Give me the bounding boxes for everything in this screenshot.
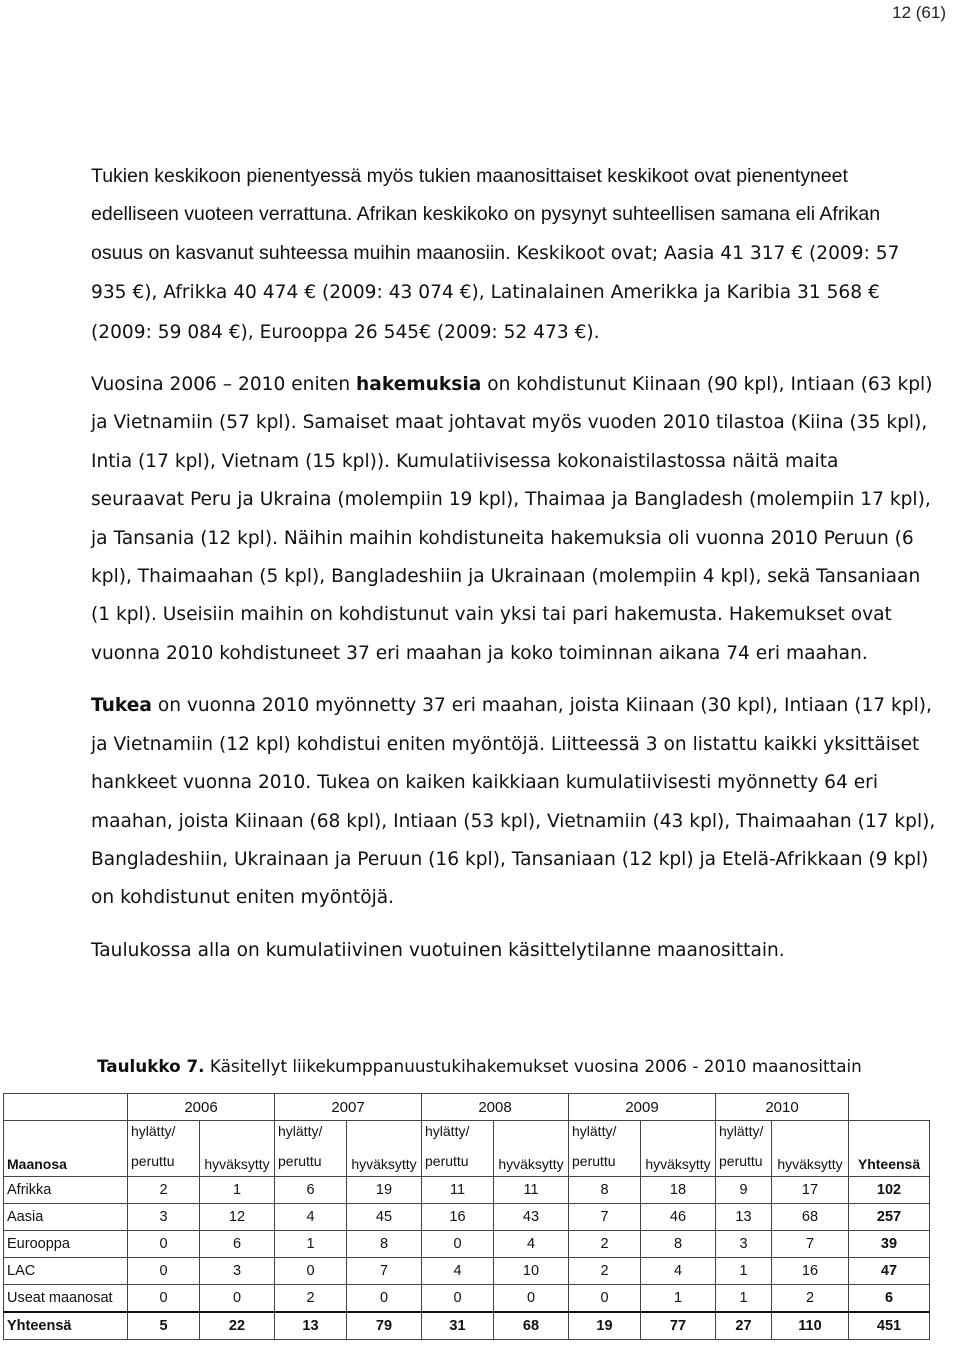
table-cell: 10: [494, 1258, 569, 1285]
rejected-header: [422, 1121, 494, 1177]
table-cell: 16: [772, 1258, 849, 1285]
row-total: 47: [849, 1258, 930, 1285]
table-cell: 19: [347, 1177, 422, 1204]
table-cell: 7: [569, 1204, 641, 1231]
table-caption-text: Käsitellyt liikekumppanuustukihakemukset vuosina 2006 - 2010 maanosittain: [204, 1056, 862, 1076]
table-row: [4, 1204, 930, 1231]
table-cell: 0: [422, 1231, 494, 1258]
table-cell: 7: [772, 1231, 849, 1258]
row-total: 39: [849, 1231, 930, 1258]
table-cell: 9: [716, 1177, 772, 1204]
data-table: [3, 1093, 930, 1340]
total-row: [4, 1312, 930, 1340]
table-cell: 8: [569, 1177, 641, 1204]
table-cell: 2: [128, 1177, 200, 1204]
table-cell: 8: [347, 1231, 422, 1258]
table-cell: 4: [275, 1204, 347, 1231]
paragraph-1-continuation: Keskikoot ovat; Aasia 41 317 € (2009: 57 935 €), Afrikka 40 474 € (2009: 43 074 €), Latinalainen Amerikka ja Karibia 31 568 € (2009: 59 084 €), Eurooppa 26 545€ (2009: 52 473 €).: [91, 242, 900, 343]
table-cell: 7: [347, 1258, 422, 1285]
approved-header: hyväksytty: [200, 1121, 275, 1177]
rejected-header-line2: peruttu: [572, 1153, 616, 1169]
table-row: [4, 1231, 930, 1258]
table-cell: 45: [347, 1204, 422, 1231]
table-cell: 1: [716, 1258, 772, 1285]
row-label: LAC: [4, 1258, 128, 1285]
rejected-header-line1: hylätty/: [131, 1123, 176, 1139]
rejected-header-line2: peruttu: [131, 1153, 175, 1169]
row-label: Aasia: [4, 1204, 128, 1231]
table-row: [4, 1177, 930, 1204]
table-cell: 4: [422, 1258, 494, 1285]
table-cell: 2: [569, 1231, 641, 1258]
rejected-header-line2: peruttu: [719, 1153, 763, 1169]
table-cell: 6: [200, 1231, 275, 1258]
table-cell: 2: [275, 1285, 347, 1313]
region-header: Maanosa: [4, 1121, 128, 1177]
table-cell: 46: [641, 1204, 716, 1231]
paragraph-2: [91, 366, 936, 673]
table-cell: 17: [772, 1177, 849, 1204]
row-total: 451: [849, 1312, 930, 1340]
rejected-header: [569, 1121, 641, 1177]
table-cell: 0: [128, 1258, 200, 1285]
table-cell: 3: [200, 1258, 275, 1285]
table-cell: 0: [128, 1231, 200, 1258]
table-cell: 12: [200, 1204, 275, 1231]
table-cell: 1: [275, 1231, 347, 1258]
rejected-header-line1: hylätty/: [425, 1123, 470, 1139]
paragraph-1-text: Tukien keskikoon pienentyessä myös tukien maanosittaiset keskikoot ovat pienentyneet edelliseen vuoteen verrattuna. Afrikan keskikoko on pysynyt suhteellisen samana eli Afrikan osuus on kasvanut suhteessa muihin maanosiin.: [91, 165, 881, 264]
table-cell: 3: [716, 1231, 772, 1258]
table-caption: [97, 1056, 862, 1076]
year-header: 2007: [275, 1094, 422, 1121]
year-header: 2009: [569, 1094, 716, 1121]
table-cell: 3: [128, 1204, 200, 1231]
table-cell: 27: [716, 1312, 772, 1340]
rejected-header: [128, 1121, 200, 1177]
page-number: 12 (61): [892, 3, 946, 22]
paragraph-1: [91, 157, 936, 352]
table-cell: 11: [422, 1177, 494, 1204]
table-cell: 0: [422, 1285, 494, 1313]
paragraph-2-post: on kohdistunut Kiinaan (90 kpl), Intiaan (63 kpl) ja Vietnamiin (57 kpl). Samaiset maat johtavat myös vuoden 2010 tilastoa (Kiina (35 kpl), Intia (17 kpl), Vietnam (15 kpl)). Kumulatiivisessa kokonaistilastossa näitä maita seuraavat Peru ja Ukraina (molempiin 19 kpl), Thaimaa ja Bangladesh (molempiin 17 kpl), ja Tansania (12 kpl). Näihin maihin kohdistuneita hakemuksia oli vuonna 2010 Peruun (6 kpl), Thaimaahan (5 kpl), Bangladeshiin ja Ukrainaan (molempiin 4 kpl), sekä Tansaniaan (1 kpl). Useisiin maihin on kohdistunut vain yksi tai pari hakemusta. Hakemukset ovat vuonna 2010 kohdistuneet 37 eri maahan ja koko toiminnan aikana 74 eri maahan.: [91, 374, 933, 664]
table-cell: 1: [641, 1285, 716, 1313]
row-label: Yhteensä: [4, 1312, 128, 1340]
row-label: Useat maanosat: [4, 1285, 128, 1313]
corner-cell: [4, 1094, 128, 1121]
table-cell: 11: [494, 1177, 569, 1204]
table-cell: 2: [772, 1285, 849, 1313]
rejected-header: [716, 1121, 772, 1177]
paragraph-2-pre: Vuosina 2006 – 2010 eniten: [91, 374, 357, 396]
rejected-header-line1: hylätty/: [719, 1123, 764, 1139]
approved-header: hyväksytty: [494, 1121, 569, 1177]
approved-header: hyväksytty: [772, 1121, 849, 1177]
table-cell: 4: [641, 1258, 716, 1285]
table-cell: 0: [347, 1285, 422, 1313]
table-cell: 79: [347, 1312, 422, 1340]
table-cell: 13: [275, 1312, 347, 1340]
rejected-header-line1: hylätty/: [572, 1123, 617, 1139]
table-cell: 13: [716, 1204, 772, 1231]
row-total: 257: [849, 1204, 930, 1231]
rejected-header-line2: peruttu: [278, 1153, 322, 1169]
table-cell: 4: [494, 1231, 569, 1258]
table-cell: 1: [716, 1285, 772, 1313]
paragraph-3-bold: Tukea: [91, 695, 152, 717]
paragraph-3: [91, 687, 936, 917]
table-body: [4, 1177, 930, 1340]
table-caption-label: Taulukko 7.: [97, 1056, 205, 1076]
table-cell: 5: [128, 1312, 200, 1340]
approved-header: hyväksytty: [641, 1121, 716, 1177]
table-cell: 110: [772, 1312, 849, 1340]
total-header: Yhteensä: [849, 1121, 930, 1177]
table-cell: 2: [569, 1258, 641, 1285]
table-cell: 1: [200, 1177, 275, 1204]
sub-header-row: [4, 1121, 930, 1177]
year-header-row: [4, 1094, 930, 1121]
row-total: 102: [849, 1177, 930, 1204]
paragraph-3-post: on vuonna 2010 myönnetty 37 eri maahan, joista Kiinaan (30 kpl), Intiaan (17 kpl), ja Vietnamiin (12 kpl) kohdistui eniten myöntöjä. Liitteessä 3 on listattu kaikki yksittäiset hankkeet vuonna 2010. Tukea on kaiken kaikkiaan kumulatiivisesti myönnetty 64 eri maahan, joista Kiinaan (68 kpl), Intiaan (53 kpl), Vietnamiin (43 kpl), Thaimaahan (17 kpl), Bangladeshiin, Ukrainaan ja Peruun (16 kpl), Tansaniaan (12 kpl) ja Etelä-Afrikkaan (9 kpl) on kohdistunut eniten myöntöjä.: [91, 695, 936, 909]
blank-cell: [849, 1094, 930, 1121]
body-text: [91, 157, 936, 984]
row-total: 6: [849, 1285, 930, 1313]
table-cell: 22: [200, 1312, 275, 1340]
year-header: 2006: [128, 1094, 275, 1121]
paragraph-4: Taulukossa alla on kumulatiivinen vuotuinen käsittelytilanne maanosittain.: [91, 939, 785, 961]
table-cell: 19: [569, 1312, 641, 1340]
table-cell: 6: [275, 1177, 347, 1204]
table-cell: 18: [641, 1177, 716, 1204]
row-label: Eurooppa: [4, 1231, 128, 1258]
table-cell: 77: [641, 1312, 716, 1340]
approved-header: hyväksytty: [347, 1121, 422, 1177]
table-cell: 0: [569, 1285, 641, 1313]
table-cell: 68: [494, 1312, 569, 1340]
rejected-header-line1: hylätty/: [278, 1123, 323, 1139]
table-cell: 0: [494, 1285, 569, 1313]
table-cell: 0: [200, 1285, 275, 1313]
rejected-header: [275, 1121, 347, 1177]
table-cell: 31: [422, 1312, 494, 1340]
paragraph-2-bold: hakemuksia: [356, 374, 482, 396]
table-cell: 43: [494, 1204, 569, 1231]
table-cell: 0: [128, 1285, 200, 1313]
table-row: [4, 1258, 930, 1285]
table-cell: 0: [275, 1258, 347, 1285]
table-row: [4, 1285, 930, 1313]
row-label: Afrikka: [4, 1177, 128, 1204]
rejected-header-line2: peruttu: [425, 1153, 469, 1169]
table-cell: 16: [422, 1204, 494, 1231]
year-header: 2008: [422, 1094, 569, 1121]
year-header: 2010: [716, 1094, 849, 1121]
table-cell: 8: [641, 1231, 716, 1258]
table-cell: 68: [772, 1204, 849, 1231]
